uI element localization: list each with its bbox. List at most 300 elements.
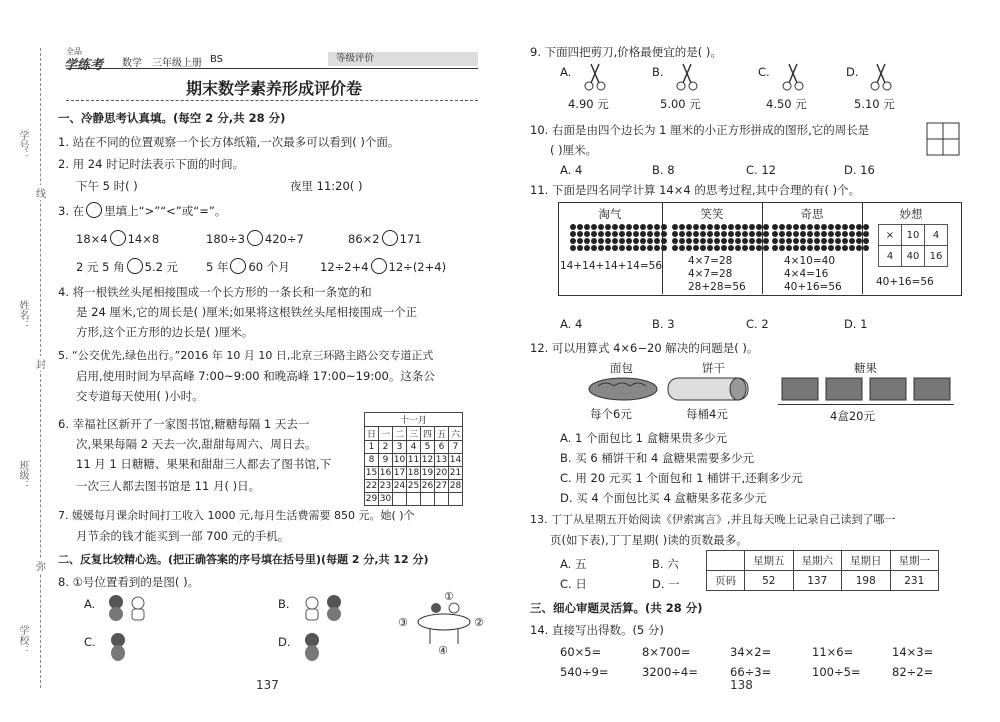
dot bbox=[619, 238, 625, 244]
calendar-cell bbox=[407, 493, 421, 506]
dot bbox=[786, 224, 792, 230]
gutter-mark-mi: 弥 bbox=[36, 558, 46, 573]
mental-math-item: 100÷5= bbox=[812, 665, 861, 679]
student-xiaoxiao: 笑笑 bbox=[700, 207, 724, 221]
calendar-cell: 26 bbox=[421, 481, 434, 491]
dot bbox=[598, 238, 604, 244]
name-label: 姓名： bbox=[17, 300, 28, 330]
scissors-icon bbox=[868, 62, 894, 92]
calendar-cell: 20 bbox=[435, 468, 448, 478]
cookie-tube-icon bbox=[666, 374, 752, 404]
dot bbox=[570, 224, 576, 230]
q6-l2: 次,果果每隔 2 天去一次,甜甜每周六、周日去。 bbox=[76, 437, 317, 451]
dot bbox=[779, 238, 785, 244]
dot bbox=[735, 238, 741, 244]
q9-option-price: 5.10 元 bbox=[854, 97, 895, 111]
calendar-cell: 一 bbox=[379, 427, 393, 441]
taoqi-equation: 14+14+14+14=56 bbox=[560, 260, 662, 272]
q8-option-c: C. bbox=[84, 635, 96, 649]
dot bbox=[679, 245, 685, 251]
dot-array-xiaoxiao bbox=[672, 224, 769, 251]
dot bbox=[835, 224, 841, 230]
calendar-cell: 19 bbox=[421, 468, 434, 478]
q3-r2c3: 12÷2+4 12÷(2+4) bbox=[320, 260, 447, 274]
q9-option-price: 4.90 元 bbox=[568, 97, 609, 111]
position-1: ① bbox=[444, 590, 454, 603]
position-2: ② bbox=[474, 616, 484, 629]
dot bbox=[856, 245, 862, 251]
dot bbox=[570, 231, 576, 237]
brand-logo: 学练考 bbox=[64, 58, 104, 73]
q2-a: 下午 5 时( ) bbox=[76, 179, 138, 193]
q8-option-d: D. bbox=[278, 635, 291, 649]
dot bbox=[654, 245, 660, 251]
candy-brace bbox=[778, 404, 954, 405]
dot bbox=[577, 238, 583, 244]
calendar-cell: 30 bbox=[379, 494, 392, 504]
q2-stem: 2. 用 24 时记时法表示下面的时间。 bbox=[58, 157, 245, 171]
q14-stem: 14. 直接写出得数。(5 分) bbox=[530, 623, 664, 637]
dot bbox=[654, 238, 660, 244]
reading-log-table: 星期五 星期六 星期日 星期一 页码 52 137 198 231 bbox=[706, 550, 939, 591]
dot bbox=[640, 231, 646, 237]
dot bbox=[821, 231, 827, 237]
dot bbox=[605, 238, 611, 244]
calendar-cell: 1 bbox=[365, 441, 379, 454]
dot bbox=[686, 245, 692, 251]
qisi-equations: 4×10=40 4×4=16 40+16=56 bbox=[784, 255, 842, 293]
q12-stem: 12. 可以用算式 4×6−20 解决的问题是( )。 bbox=[530, 341, 759, 355]
mental-math-item: 540÷9= bbox=[560, 665, 609, 679]
dot bbox=[693, 238, 699, 244]
dot bbox=[828, 245, 834, 251]
dot bbox=[693, 224, 699, 230]
mental-math-item: 60×5= bbox=[560, 645, 602, 659]
q11-stem: 11. 下面是四名同学计算 14×4 的思考过程,其中合理的有( )个。 bbox=[530, 183, 861, 197]
dot bbox=[584, 224, 590, 230]
dot bbox=[814, 238, 820, 244]
dot bbox=[756, 245, 762, 251]
q12-option-c: C. 用 20 元买 1 个面包和 1 桶饼干,还剩多少元 bbox=[560, 471, 803, 485]
dot bbox=[821, 245, 827, 251]
dot bbox=[828, 231, 834, 237]
calendar-cell: 12 bbox=[421, 455, 434, 465]
dot bbox=[633, 238, 639, 244]
dot bbox=[807, 245, 813, 251]
q10-option-d: D. 16 bbox=[844, 163, 875, 177]
q9-option-price: 4.50 元 bbox=[766, 97, 807, 111]
xiaoxiao-equations: 4×7=28 4×7=28 28+28=56 bbox=[688, 255, 746, 293]
dot bbox=[814, 224, 820, 230]
miaoxiang-equation: 40+16=56 bbox=[876, 276, 934, 288]
section-1-heading: 一、冷静思考认真填。(每空 2 分,共 28 分) bbox=[58, 111, 286, 125]
q3-stem bbox=[58, 202, 226, 219]
calendar-cell: 28 bbox=[449, 481, 462, 491]
dot bbox=[633, 224, 639, 230]
calendar-cell: 3 bbox=[393, 441, 407, 454]
monkey-cat-figure-a bbox=[104, 592, 154, 622]
dot bbox=[849, 224, 855, 230]
dot bbox=[763, 231, 769, 237]
mental-math-item: 3200÷4= bbox=[642, 665, 698, 679]
q10-option-b: B. 8 bbox=[652, 163, 675, 177]
dot bbox=[577, 245, 583, 251]
calendar-cell: 2 bbox=[379, 441, 393, 454]
dot bbox=[763, 245, 769, 251]
dot bbox=[626, 245, 632, 251]
dot bbox=[842, 238, 848, 244]
bread-icon bbox=[586, 374, 660, 404]
dot bbox=[728, 224, 734, 230]
calendar-cell: 日 bbox=[365, 427, 379, 441]
dot bbox=[807, 231, 813, 237]
dot bbox=[849, 231, 855, 237]
dot bbox=[772, 238, 778, 244]
dot bbox=[735, 224, 741, 230]
scissors-icon bbox=[674, 62, 700, 92]
mental-math-item: 82÷2= bbox=[892, 665, 934, 679]
dot bbox=[598, 224, 604, 230]
dot bbox=[672, 224, 678, 230]
calendar-cell: 22 bbox=[365, 481, 378, 491]
dot bbox=[863, 224, 869, 230]
q9-option-label: C. bbox=[758, 65, 770, 79]
dot bbox=[763, 224, 769, 230]
school-label: 学校： bbox=[17, 625, 28, 655]
calendar-cell: 29 bbox=[365, 494, 378, 504]
q11-option-a: A. 4 bbox=[560, 317, 583, 331]
dot bbox=[672, 245, 678, 251]
scissors-icon bbox=[582, 62, 608, 92]
header-rule bbox=[66, 68, 478, 69]
calendar-cell: 11 bbox=[407, 455, 420, 465]
dot bbox=[721, 238, 727, 244]
dot bbox=[661, 224, 667, 230]
q3-r1c1: 18×4 14×8 bbox=[76, 232, 160, 246]
dot bbox=[626, 224, 632, 230]
q2-b: 夜里 11:20( ) bbox=[290, 179, 363, 193]
dot bbox=[742, 224, 748, 230]
q3-stem-a: 3. 在 bbox=[58, 204, 85, 218]
dot bbox=[728, 245, 734, 251]
calendar-cell: 六 bbox=[449, 427, 463, 441]
dot bbox=[612, 245, 618, 251]
dot bbox=[570, 245, 576, 251]
subject: 数学 bbox=[122, 58, 142, 69]
q11-option-d: D. 1 bbox=[844, 317, 868, 331]
dot bbox=[742, 231, 748, 237]
calendar-cell: 16 bbox=[379, 468, 392, 478]
dot bbox=[619, 245, 625, 251]
mental-math-item: 14×3= bbox=[892, 645, 934, 659]
q3-stem-b: 里填上“>”“<”或“=”。 bbox=[104, 204, 227, 218]
q11-option-b: B. 3 bbox=[652, 317, 675, 331]
gutter-mark-feng: 封 bbox=[36, 356, 46, 371]
dot bbox=[714, 231, 720, 237]
dot bbox=[835, 238, 841, 244]
calendar-cell: 6 bbox=[435, 441, 449, 454]
cookie-label: 饼干 bbox=[702, 361, 725, 375]
dot bbox=[779, 245, 785, 251]
dot bbox=[863, 245, 869, 251]
dot bbox=[742, 238, 748, 244]
dot bbox=[686, 231, 692, 237]
q8-stem: 8. ①号位置看到的是图( )。 bbox=[58, 575, 200, 589]
compare-circle bbox=[86, 202, 102, 218]
dot bbox=[693, 231, 699, 237]
dot bbox=[626, 238, 632, 244]
q9-option-price: 5.00 元 bbox=[660, 97, 701, 111]
class-label: 班级： bbox=[17, 460, 28, 490]
mental-math-item: 11×6= bbox=[812, 645, 854, 659]
dot bbox=[612, 231, 618, 237]
dot bbox=[763, 238, 769, 244]
dot bbox=[849, 238, 855, 244]
mental-math-item: 34×2= bbox=[730, 645, 772, 659]
dot bbox=[640, 238, 646, 244]
q13-l2: 页(如下表),丁丁星期( )读的页数最多。 bbox=[550, 533, 748, 547]
calendar-cell: 23 bbox=[379, 481, 392, 491]
dot bbox=[779, 231, 785, 237]
q13-l1: 13. 丁丁从星期五开始阅读《伊索寓言》,并且每天晚上记录自己读到了哪一 bbox=[530, 513, 896, 526]
dot bbox=[842, 231, 848, 237]
dot bbox=[612, 224, 618, 230]
q3-r2c2: 5 年 60 个月 bbox=[206, 260, 290, 274]
dot bbox=[863, 231, 869, 237]
dot bbox=[640, 224, 646, 230]
calendar-cell: 24 bbox=[393, 481, 406, 491]
gutter-mark-xian: 线 bbox=[36, 185, 46, 200]
q4-l3: 方形,这个正方形的边长是( )厘米。 bbox=[76, 325, 254, 339]
position-4: ④ bbox=[438, 644, 448, 657]
q6-l1: 6. 幸福社区新开了一家图书馆,糖糖每隔 1 天去一 bbox=[58, 417, 310, 431]
calendar-cell: 17 bbox=[393, 468, 406, 478]
cookie-price: 每桶4元 bbox=[686, 407, 728, 421]
dot bbox=[756, 224, 762, 230]
dot bbox=[700, 224, 706, 230]
dot bbox=[835, 245, 841, 251]
q7-l2: 月节余的钱才能买到一部 700 元的手机。 bbox=[76, 529, 290, 543]
dot bbox=[647, 224, 653, 230]
candy-label: 糖果 bbox=[854, 361, 877, 375]
page-title: 期末数学素养形成评价卷 bbox=[185, 79, 362, 98]
dot bbox=[612, 238, 618, 244]
title-rule bbox=[66, 100, 478, 101]
cat-monkey-figure-b bbox=[298, 592, 348, 622]
dot bbox=[626, 231, 632, 237]
calendar-cell bbox=[435, 493, 449, 506]
calendar-cell: 21 bbox=[449, 468, 462, 478]
dot bbox=[661, 238, 667, 244]
dot bbox=[700, 245, 706, 251]
student-qisi: 奇思 bbox=[800, 207, 824, 221]
q10-l2: ( )厘米。 bbox=[550, 143, 598, 157]
dot-array-taoqi bbox=[570, 224, 667, 251]
mental-math-item: 66÷3= bbox=[730, 665, 772, 679]
scissors-icon bbox=[780, 62, 806, 92]
dot bbox=[856, 231, 862, 237]
dot bbox=[707, 238, 713, 244]
dot bbox=[577, 224, 583, 230]
calendar-cell: 14 bbox=[449, 455, 462, 465]
candy-price: 4盒20元 bbox=[830, 409, 875, 423]
dot bbox=[800, 238, 806, 244]
dot bbox=[707, 245, 713, 251]
student-taoqi: 淘气 bbox=[598, 207, 622, 221]
q12-option-b: B. 买 6 桶饼干和 4 盒糖果需要多少元 bbox=[560, 451, 754, 465]
dot bbox=[707, 224, 713, 230]
dot bbox=[672, 238, 678, 244]
four-square-figure bbox=[926, 122, 960, 156]
dot bbox=[821, 224, 827, 230]
q9-option-label: B. bbox=[652, 65, 664, 79]
dot bbox=[742, 245, 748, 251]
binding-gutter bbox=[0, 0, 52, 722]
dot bbox=[605, 231, 611, 237]
calendar-cell: 三 bbox=[407, 427, 421, 441]
dot bbox=[728, 238, 734, 244]
dot bbox=[749, 238, 755, 244]
dot bbox=[714, 245, 720, 251]
dot bbox=[793, 245, 799, 251]
calendar-cell: 13 bbox=[435, 455, 448, 465]
q5-l2: 启用,使用时间为早高峰 7:00~9:00 和晚高峰 17:00~19:00。这条公 bbox=[76, 369, 435, 383]
dot bbox=[807, 224, 813, 230]
dot bbox=[661, 245, 667, 251]
dot bbox=[707, 231, 713, 237]
dot bbox=[800, 231, 806, 237]
calendar-cell bbox=[421, 493, 435, 506]
dot bbox=[679, 238, 685, 244]
dot bbox=[619, 231, 625, 237]
dot bbox=[721, 245, 727, 251]
dot bbox=[654, 231, 660, 237]
dot bbox=[714, 238, 720, 244]
dot bbox=[591, 238, 597, 244]
dot bbox=[605, 224, 611, 230]
grade: 三年级上册 bbox=[152, 58, 202, 69]
calendar-cell: 五 bbox=[435, 427, 449, 441]
page-number-left: 137 bbox=[256, 678, 279, 692]
dot bbox=[735, 245, 741, 251]
calendar-cell: 7 bbox=[449, 441, 463, 454]
calendar-cell bbox=[449, 493, 463, 506]
dot bbox=[584, 231, 590, 237]
q3-r1c3: 86×2 171 bbox=[348, 232, 422, 246]
monkey-figure-d bbox=[298, 630, 328, 662]
q6-l4: 一次三人都去图书馆是 11 月( )日。 bbox=[76, 479, 261, 493]
calendar-cell bbox=[393, 493, 407, 506]
dot bbox=[821, 238, 827, 244]
dot bbox=[591, 224, 597, 230]
dot bbox=[661, 231, 667, 237]
dot bbox=[577, 231, 583, 237]
dot bbox=[640, 245, 646, 251]
dot-array-qisi bbox=[772, 224, 869, 251]
calendar-cell: 18 bbox=[407, 468, 420, 478]
dot bbox=[633, 245, 639, 251]
dot bbox=[591, 231, 597, 237]
monkey-figure-c bbox=[104, 630, 134, 662]
q4-l1: 4. 将一根铁丝头尾相接围成一个长方形的一条长和一条宽的和 bbox=[58, 285, 372, 299]
calendar-cell: 5 bbox=[421, 441, 435, 454]
q7-l1: 7. 媛媛每月课余时间打工收入 1000 元,每月生活费需要 850 元。她( )个 bbox=[58, 509, 415, 522]
q13-option-c: C. 日 bbox=[560, 577, 587, 591]
dot bbox=[772, 245, 778, 251]
dot bbox=[807, 238, 813, 244]
q8-option-a: A. bbox=[84, 597, 96, 611]
november-calendar bbox=[364, 412, 463, 506]
dot bbox=[793, 224, 799, 230]
section-2-heading: 二、反复比较精心选。(把正确答案的序号填在括号里)(每题 2 分,共 12 分) bbox=[58, 553, 429, 566]
dot bbox=[647, 245, 653, 251]
position-3: ③ bbox=[398, 616, 408, 629]
grade-badge: 等级评价 bbox=[328, 52, 478, 66]
q13-option-b: B. 六 bbox=[652, 557, 679, 571]
dot bbox=[856, 238, 862, 244]
dot bbox=[835, 231, 841, 237]
dot bbox=[786, 245, 792, 251]
q9-option-label: D. bbox=[846, 65, 859, 79]
miaoxiang-grid: × 10 4 4 40 16 bbox=[878, 224, 948, 267]
dot bbox=[647, 238, 653, 244]
dot bbox=[856, 224, 862, 230]
calendar-cell: 25 bbox=[407, 481, 420, 491]
q3-r1c2: 180÷3 420÷7 bbox=[206, 232, 304, 246]
dot bbox=[863, 238, 869, 244]
dot bbox=[570, 238, 576, 244]
logo-top: 全品 bbox=[66, 47, 82, 56]
dot bbox=[735, 231, 741, 237]
dot bbox=[584, 245, 590, 251]
dot bbox=[619, 224, 625, 230]
student-id-label: 学号： bbox=[17, 130, 28, 160]
page-number-right: 138 bbox=[730, 678, 753, 692]
section-3-heading: 三、细心审题灵活算。(共 28 分) bbox=[530, 601, 703, 615]
calendar-cell: 8 bbox=[365, 454, 379, 467]
dot bbox=[721, 231, 727, 237]
dot bbox=[800, 245, 806, 251]
dot bbox=[598, 245, 604, 251]
dot bbox=[714, 224, 720, 230]
dot bbox=[693, 245, 699, 251]
q10-l1: 10. 右面是由四个边长为 1 厘米的小正方形拼成的图形,它的周长是 bbox=[530, 123, 870, 137]
q8-option-b: B. bbox=[278, 597, 290, 611]
q12-option-a: A. 1 个面包比 1 盒糖果贵多少元 bbox=[560, 431, 728, 445]
q6-l3: 11 月 1 日糖糖、果果和甜甜三人都去了图书馆,下 bbox=[76, 457, 332, 471]
calendar-cell: 27 bbox=[435, 481, 448, 491]
calendar-cell: 15 bbox=[365, 468, 378, 478]
dot bbox=[828, 224, 834, 230]
q4-l2: 是 24 厘米,它的周长是( )厘米;如果将这根铁丝头尾相接围成一个正 bbox=[76, 305, 418, 319]
dot bbox=[700, 231, 706, 237]
dot bbox=[679, 231, 685, 237]
q11-option-c: C. 2 bbox=[746, 317, 769, 331]
calendar-cell: 9 bbox=[379, 454, 393, 467]
dot bbox=[779, 224, 785, 230]
dot bbox=[654, 224, 660, 230]
calendar-cell: 二 bbox=[393, 427, 407, 441]
q13-option-a: A. 五 bbox=[560, 557, 587, 571]
mental-math-item: 8×700= bbox=[642, 645, 691, 659]
q10-option-a: A. 4 bbox=[560, 163, 583, 177]
dot bbox=[749, 231, 755, 237]
student-miaoxiang: 妙想 bbox=[899, 207, 923, 221]
calendar-title: 十一月 bbox=[365, 413, 463, 427]
dot bbox=[800, 224, 806, 230]
bread-label: 面包 bbox=[610, 361, 633, 375]
dot bbox=[849, 245, 855, 251]
